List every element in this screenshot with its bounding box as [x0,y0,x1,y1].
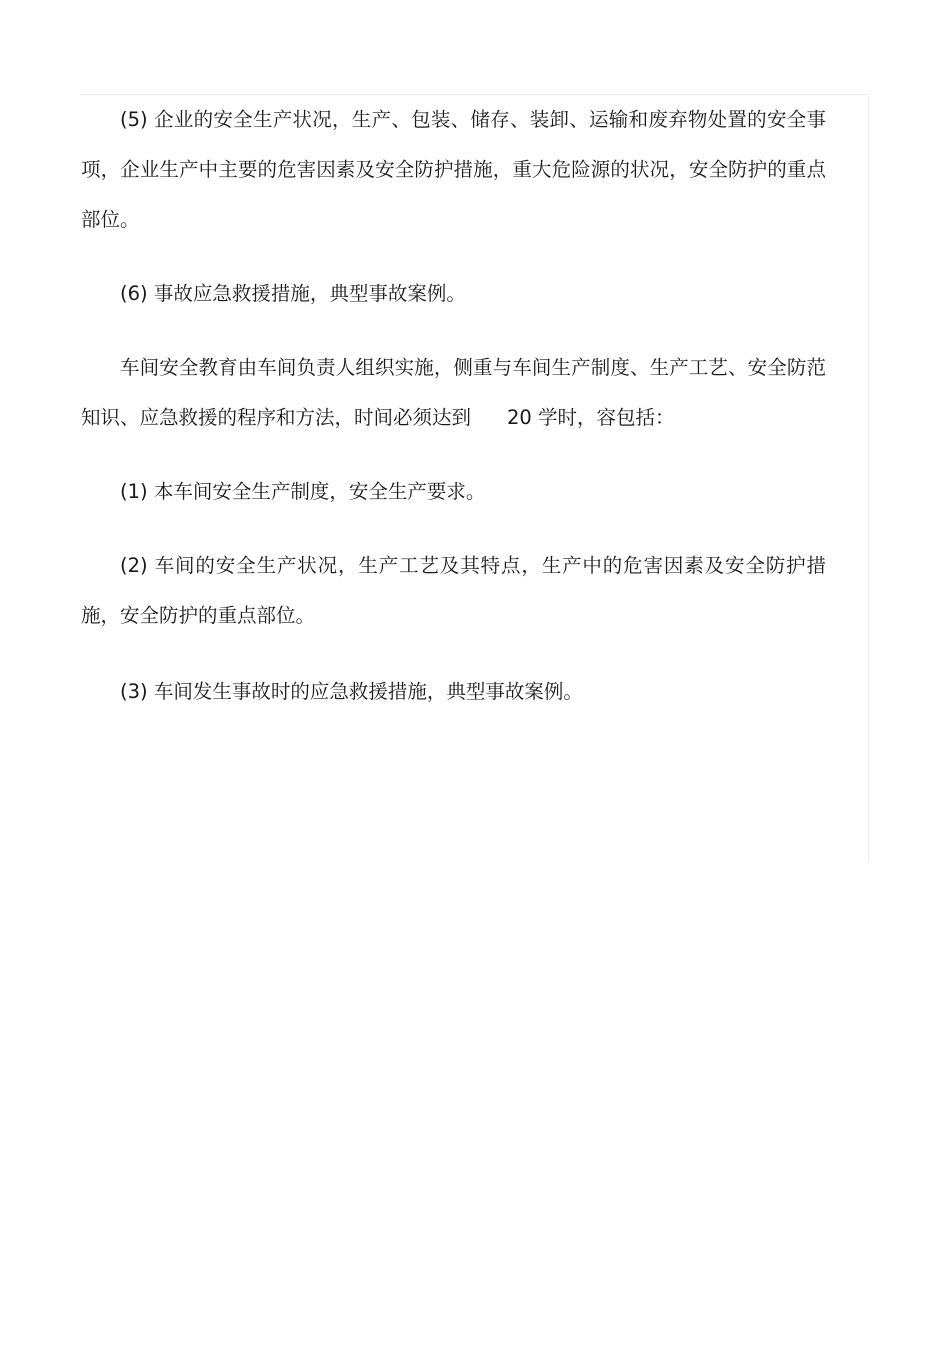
paragraph-item-6: (6) 事故应急救援措施，典型事故案例。 [120,282,466,305]
paragraph-item-5: (5) 企业的安全生产状况，生产、包装、储存、装卸、运输和废弃物处置的安全事项，企业生产中主要的危害因素及安全防护措施，重大危险源的状况，安全防护的重点部位。 [81,108,826,231]
paragraph-item-1: (1) 本车间安全生产制度，安全生产要求。 [120,480,486,503]
paragraph-item-2: (2) 车间的安全生产状况，生产工艺及其特点，生产中的危害因素及安全防护措施，安全防护的重点部位。 [81,554,826,627]
paragraph-workshop-education-text: 车间安全教育由车间负责人组织实施，侧重与车间生产制度、生产工艺、安全防范知识、应急救援的程序和方法，时间必须达到 [81,356,826,429]
paragraph-workshop-education [81,343,826,443]
paragraph-item-3: (3) 车间发生事故时的应急救援措施，典型事故案例。 [120,680,583,703]
paragraph-workshop-education-tail: 20 学时，容包括： [507,406,675,429]
